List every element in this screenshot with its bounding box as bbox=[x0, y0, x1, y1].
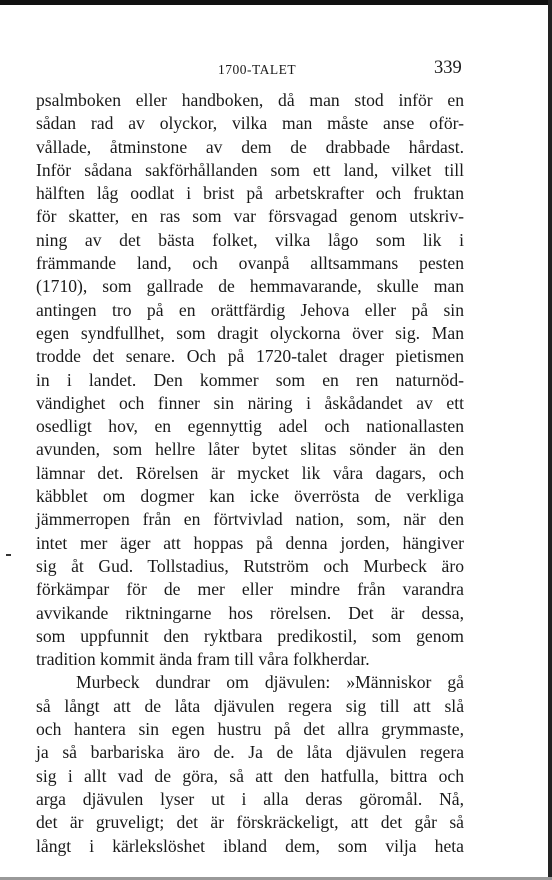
text-line: Murbeck dundrar om djävulen: »Människor gå bbox=[76, 672, 464, 693]
text-line: vållade, åtminstone av dem de drabbade hårdast. bbox=[36, 136, 464, 157]
text-line: arga djävulen lyser ut i alla deras göromål. Nå, bbox=[36, 788, 464, 809]
text-line: hälften låg oodlat i brist på arbetskrafter och fruktan bbox=[36, 183, 464, 204]
text-line: det är gruveligt; det är förskräckeligt, att det går så bbox=[36, 812, 464, 833]
text-line: som uppfunnit den ryktbara predikostil, som genom bbox=[36, 625, 464, 646]
body-text bbox=[36, 89, 464, 858]
text-line: förkämpar för de mer eller mindre från varandra bbox=[36, 579, 464, 600]
text-line: in i landet. Den kommer som en ren naturnöd- bbox=[36, 369, 464, 390]
text-line: för skatter, en ras som var försvagad genom utskriv- bbox=[36, 206, 464, 227]
text-line: ning av det bästa folket, vilka lågo som lik i bbox=[36, 229, 464, 250]
text-line: jämmerropen från en förtvivlad nation, som, när den bbox=[36, 509, 464, 530]
text-line: tradition kommit ända fram till våra folkherdar. bbox=[36, 649, 370, 670]
text-line: sådan rad av olyckor, vilka man måste anse oför- bbox=[36, 113, 464, 134]
text-line: ja så barbariska äro de. Ja de låta djävulen regera bbox=[36, 742, 464, 763]
text-line: trodde det senare. Och på 1720-talet drager pietismen bbox=[36, 346, 464, 367]
text-line: främmande land, och ovanpå alltsammans pesten bbox=[36, 253, 464, 274]
text-line: vändighet och finner sin näring i åskådandet av ett bbox=[36, 392, 464, 413]
margin-mark bbox=[6, 554, 11, 556]
text-line: antingen tro på en orättfärdig Jehova eller på sin bbox=[36, 299, 464, 320]
page-right-edge bbox=[548, 0, 552, 880]
text-line: sig i allt vad de göra, så att den hatfulla, bittra och bbox=[36, 765, 464, 786]
page-number: 339 bbox=[434, 58, 462, 78]
text-line: osedligt hov, en egennyttig adel och nationallasten bbox=[36, 416, 464, 437]
text-line: Inför sådana sakförhållanden som ett land, vilket till bbox=[36, 159, 464, 180]
running-head bbox=[0, 60, 552, 80]
page-top-edge bbox=[0, 0, 552, 5]
text-line: sig åt Gud. Tollstadius, Rutström och Murbeck äro bbox=[36, 555, 464, 576]
text-line: avvikande riktningarne hos rörelsen. Det är dessa, bbox=[36, 602, 464, 623]
text-line: käbblet om dogmer kan icke överrösta de verkliga bbox=[36, 486, 464, 507]
text-line: (1710), som gallrade de hemmavarande, skulle man bbox=[36, 276, 464, 297]
text-line: psalmboken eller handboken, då man stod inför en bbox=[36, 90, 464, 110]
text-line: så långt att de låta djävulen regera sig till att slå bbox=[36, 695, 464, 716]
text-line: och hantera sin egen hustru på det allra grymmaste, bbox=[36, 719, 464, 740]
running-head-title: 1700-TALET bbox=[218, 62, 297, 77]
text-line: egen syndfullhet, som dragit olyckorna över sig. Man bbox=[36, 322, 464, 343]
text-line: intet mer äger att hoppas på denna jorden, hängiver bbox=[36, 532, 464, 553]
text-line: avunden, som hellre låter bytet slitas sönder än den bbox=[36, 439, 464, 460]
text-line: långt i kärlekslöshet ibland dem, som vilja heta bbox=[36, 835, 464, 856]
text-line: lämnar det. Rörelsen är mycket lik våra dagars, och bbox=[36, 462, 464, 483]
